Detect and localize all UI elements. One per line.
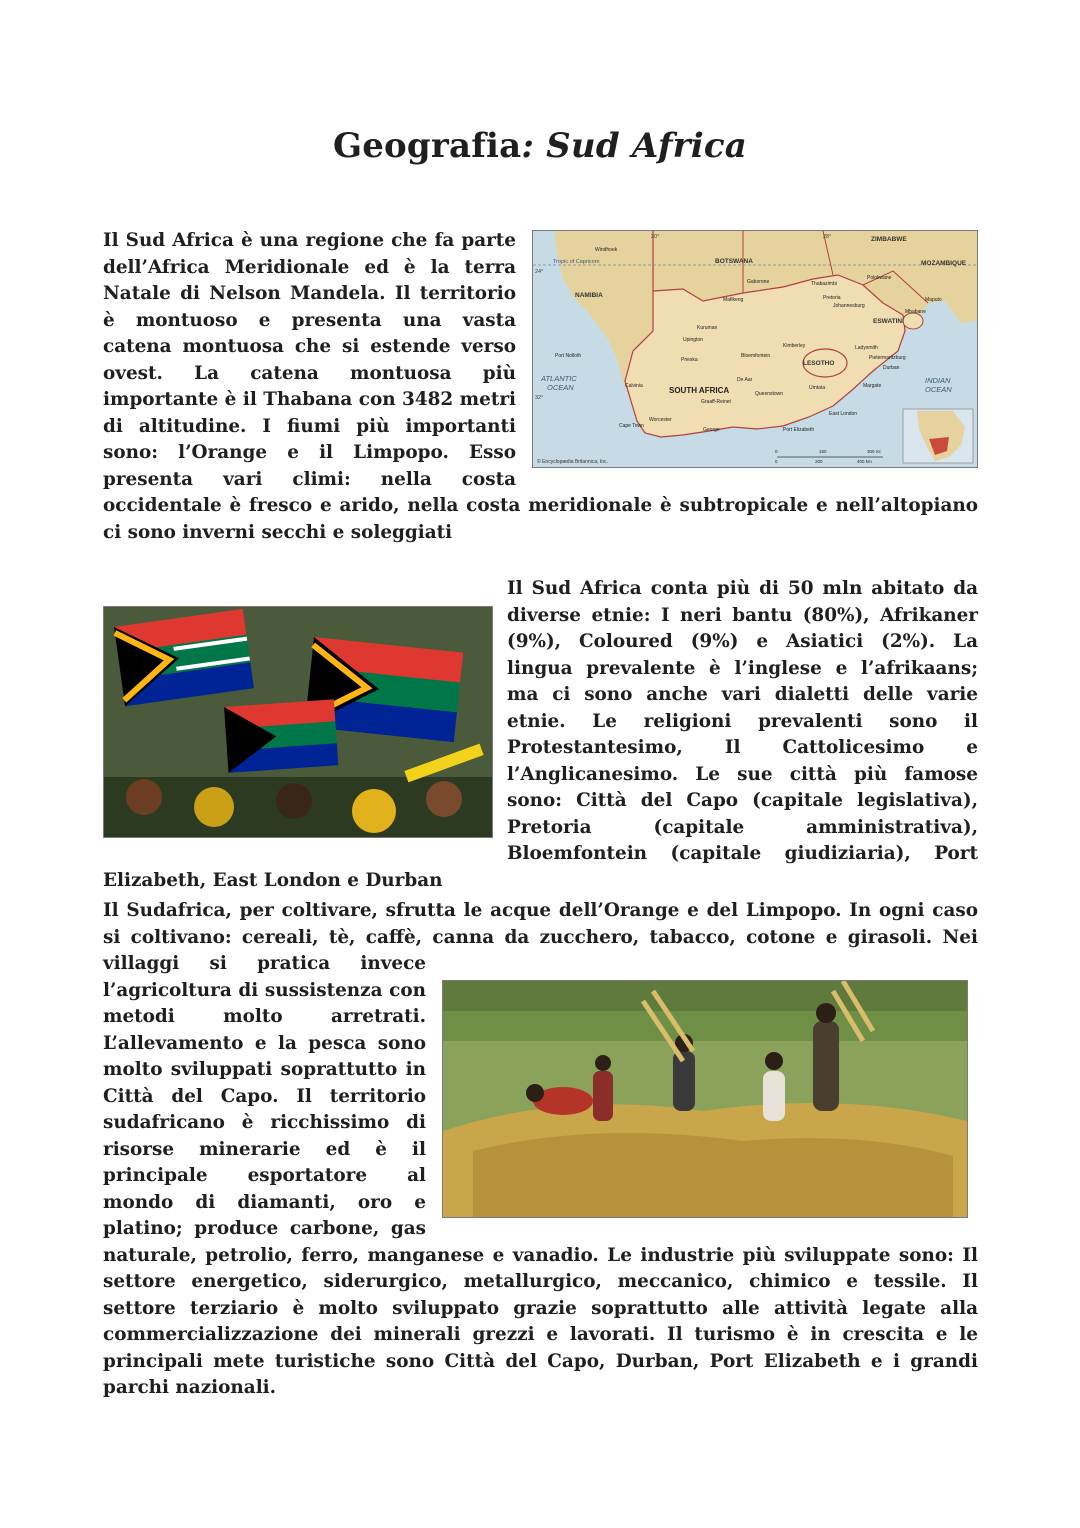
map-city-umtata: Umtata xyxy=(809,385,826,391)
section-population xyxy=(103,576,978,894)
map-city-port-nolloth: Port Nolloth xyxy=(555,353,582,359)
map-city-windhoek: Windhoek xyxy=(595,247,618,253)
map-city-port-elizabeth: Port Elizabeth xyxy=(783,427,815,433)
map-label-namibia: NAMIBIA xyxy=(575,292,603,299)
map-lat-24: 24° xyxy=(535,269,544,275)
map-label-indian-ocean: OCEAN xyxy=(925,385,952,394)
section-geography xyxy=(103,228,978,546)
map-city-johannesburg: Johannesburg xyxy=(833,303,865,309)
map-city-kimberley: Kimberley xyxy=(783,343,806,349)
map-scale-mi-0: 0 xyxy=(775,449,778,454)
map-city-bloemfontein: Bloemfontein xyxy=(741,353,771,359)
map-city-east-london: East London xyxy=(829,411,858,417)
section-economy-text: Il Sudafrica, per coltivare, sfrutta le acque dell’Orange e del Limpopo. In ogni caso si coltivano: cereali, tè, caffè, canna da zucchero, tabacco, cotone e girasoli. Nei villaggi si pratica invece l’agricoltura di sussistenza con metodi molto arretrati. L’allevamento e la pesca sono molto sviluppati soprattutto in Città del Capo. Il territorio sudafricano è ricchissimo di risorse minerarie ed è il principale esportatore al mondo di diamanti, oro e platino; produce carbone, gas naturale, petrolio, ferro, manganese e vanadio. Le industrie più sviluppate sono: Il settore energetico, siderurgico, metallurgico, meccanico, chimico e tessile. Il settore terziario è molto sviluppato grazie soprattutto alle attività legate alla commercializzazione dei minerali grezzi e lavorati. Il turismo è in crescita e le principali mete turistiche sono Città del Capo, Durban, Port Elizabeth e i grandi parchi nazionali. xyxy=(103,900,978,1398)
map-label-zimbabwe: ZIMBABWE xyxy=(871,236,907,243)
map-tropic-label: Tropic of Capricorn xyxy=(553,259,600,265)
map-city-queenstown: Queenstown xyxy=(755,391,784,397)
section-economy xyxy=(103,898,978,1402)
map-credit: © Encyclopædia Britannica, Inc. xyxy=(537,459,608,465)
map-lon-28: 28° xyxy=(823,234,832,241)
map-city-prieska: Prieska xyxy=(681,357,698,363)
map-city-mafikeng: Mafikeng xyxy=(723,297,744,303)
map-city-margate: Margate xyxy=(863,383,882,389)
map-city-kuruman: Kuruman xyxy=(697,325,718,331)
page-title xyxy=(0,126,1080,166)
map-city-upington: Upington xyxy=(683,337,704,343)
map-city-worcester: Worcester xyxy=(649,417,672,423)
map-city-mbabane: Mbabane xyxy=(905,309,926,315)
map-label-indian: INDIAN xyxy=(925,376,951,385)
map-city-pietermaritzburg: Pietermaritzburg xyxy=(869,355,906,361)
map-city-calvinia: Calvinia xyxy=(625,383,643,389)
section-population-text: Il Sud Africa conta più di 50 mln abitato da diverse etnie: I neri bantu (80%), Afrikaner (9%), Coloured (9%) e Asiatici (2%). La lingua prevalente è l’inglese e l’afrikaans; ma ci sono anche vari dialetti delle varie etnie. Le religioni prevalenti sono il Protestantesimo, Il Cattolicesimo e l’Anglicanesimo. Le sue città più famose sono: Città del Capo (capitale legislativa), Pretoria (capitale amministrativa), Bloemfontein (capitale giudiziaria), Port Elizabeth, East London e Durban xyxy=(103,578,978,891)
title-italic: : Sud Africa xyxy=(521,126,748,166)
map-scale-km-400: 400 km xyxy=(857,459,872,464)
map-city-cape-town: Cape Town xyxy=(619,423,644,429)
map-south-africa xyxy=(532,230,978,468)
map-label-atlantic: ATLANTIC xyxy=(541,374,577,383)
map-city-ladysmith: Ladysmith xyxy=(855,345,878,351)
map-city-gaborone: Gaborone xyxy=(747,279,770,285)
map-label-lesotho: LESOTHO xyxy=(803,360,835,367)
map-label-south-africa: SOUTH AFRICA xyxy=(669,386,730,395)
map-city-durban: Durban xyxy=(883,365,900,371)
map-label-eswatini: ESWATINI xyxy=(873,318,904,325)
map-city-thabazimbi: Thabazimbi xyxy=(811,281,837,287)
title-main: Geografia xyxy=(332,126,522,166)
section-geography-text: Il Sud Africa è una regione che fa parte dell’Africa Meridionale ed è la terra Natale di Nelson Mandela. Il territorio è montuoso e presenta una vasta catena montuosa che si estende verso ovest. La catena montuosa più importante è il Thabana con 3482 metri di altitudine. I fiumi più importanti sono: l’Orange e il Limpopo. Esso presenta vari climi: nella costa occidentale è fresco e arido, nella costa meridionale è subtropicale e nell’altopiano ci sono inverni secchi e soleggiati xyxy=(103,230,978,543)
map-label-atlantic-ocean: OCEAN xyxy=(547,383,574,392)
map-city-maputo: Maputo xyxy=(925,297,942,303)
map-scale-mi-150: 150 xyxy=(819,449,827,454)
map-city-george: George xyxy=(703,427,720,433)
map-label-botswana: BOTSWANA xyxy=(715,258,753,265)
map-label-mozambique: MOZAMBIQUE xyxy=(921,260,967,267)
map-scale-mi-300: 300 mi xyxy=(867,449,881,454)
map-city-graaff-reinet: Graaff-Reinet xyxy=(701,399,731,405)
map-city-pretoria: Pretoria xyxy=(823,295,841,301)
map-scale-km-0: 0 xyxy=(775,459,778,464)
photo-crowd-flags xyxy=(103,606,493,838)
map-city-polokwane: Polokwane xyxy=(867,275,892,281)
photo-farm-workers xyxy=(442,980,968,1218)
map-lon-20: 20° xyxy=(651,234,660,241)
map-city-de-aar: De Aar xyxy=(737,377,753,383)
map-scale-km-200: 200 xyxy=(815,459,823,464)
map-lat-32: 32° xyxy=(535,395,544,401)
